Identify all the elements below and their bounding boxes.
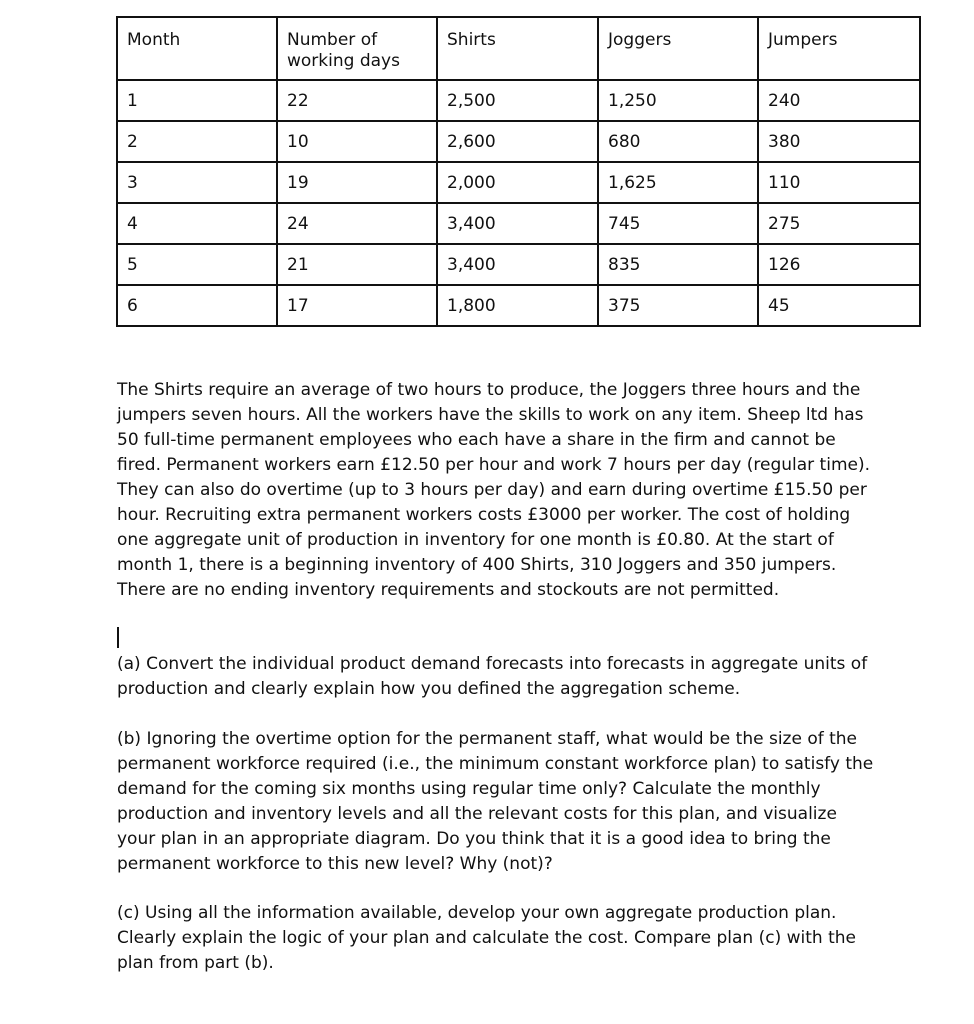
cell-jumpers: 240 <box>758 80 920 121</box>
table-row <box>117 162 920 203</box>
demand-forecast-table <box>116 16 921 327</box>
cell-jumpers: 126 <box>758 244 920 285</box>
header-shirts: Shirts <box>437 17 598 80</box>
cell-jumpers: 380 <box>758 121 920 162</box>
cell-shirts: 1,800 <box>437 285 598 326</box>
header-month: Month <box>117 17 277 80</box>
cell-joggers: 1,625 <box>598 162 758 203</box>
cell-joggers: 835 <box>598 244 758 285</box>
table-row <box>117 121 920 162</box>
cell-working-days: 24 <box>277 203 437 244</box>
cell-jumpers: 275 <box>758 203 920 244</box>
cell-joggers: 1,250 <box>598 80 758 121</box>
cell-working-days: 10 <box>277 121 437 162</box>
cell-month: 1 <box>117 80 277 121</box>
cell-shirts: 2,600 <box>437 121 598 162</box>
cell-shirts: 3,400 <box>437 203 598 244</box>
table-row <box>117 285 920 326</box>
question-c: (c) Using all the information available, develop your own aggregate production plan. Clearly explain the logic of your plan and calculate the cost. Compare plan (c) with the plan from part (b). <box>117 903 856 973</box>
question-a: (a) Convert the individual product demand forecasts into forecasts in aggregate units of production and clearly explain how you defined the aggregation scheme. <box>117 654 868 699</box>
header-jumpers: Jumpers <box>758 17 920 80</box>
cell-working-days: 22 <box>277 80 437 121</box>
problem-description: The Shirts require an average of two hours to produce, the Joggers three hours and the jumpers seven hours. All the workers have the skills to work on any item. Sheep ltd has 50 full-time permanent employees who each have a share in the firm and cannot be fired. Permanent workers earn £12.50 per hour and work 7 hours per day (regular time). They can also do overtime (up to 3 hours per day) and earn during overtime £15.50 per hour. Recruiting extra permanent workers costs £3000 per worker. The cost of holding one aggregate unit of production in inventory for one month is £0.80. At the start of month 1, there is a beginning inventory of 400 Shirts, 310 Joggers and 350 jumpers. There are no ending inventory requirements and stockouts are not permitted. <box>117 380 871 600</box>
table-row <box>117 244 920 285</box>
question-b: (b) Ignoring the overtime option for the permanent staff, what would be the size of the permanent workforce required (i.e., the minimum constant workforce plan) to satisfy the demand for the coming six months using regular time only? Calculate the monthly production and inventory levels and all the relevant costs for this plan, and visualize your plan in an appropriate diagram. Do you think that it is a good idea to bring the permanent workforce to this new level? Why (not)? <box>117 729 874 874</box>
cell-joggers: 745 <box>598 203 758 244</box>
cell-jumpers: 45 <box>758 285 920 326</box>
table-row <box>117 203 920 244</box>
cell-working-days: 19 <box>277 162 437 203</box>
cell-shirts: 3,400 <box>437 244 598 285</box>
cell-joggers: 680 <box>598 121 758 162</box>
cell-month: 2 <box>117 121 277 162</box>
header-joggers: Joggers <box>598 17 758 80</box>
text-cursor <box>117 627 119 648</box>
cell-jumpers: 110 <box>758 162 920 203</box>
cell-month: 3 <box>117 162 277 203</box>
cell-working-days: 17 <box>277 285 437 326</box>
header-working-days: Number of working days <box>277 17 437 80</box>
cell-month: 4 <box>117 203 277 244</box>
cell-month: 6 <box>117 285 277 326</box>
cell-shirts: 2,500 <box>437 80 598 121</box>
cell-working-days: 21 <box>277 244 437 285</box>
cell-joggers: 375 <box>598 285 758 326</box>
table-row <box>117 80 920 121</box>
cell-shirts: 2,000 <box>437 162 598 203</box>
table-header-row <box>117 17 920 80</box>
cell-month: 5 <box>117 244 277 285</box>
